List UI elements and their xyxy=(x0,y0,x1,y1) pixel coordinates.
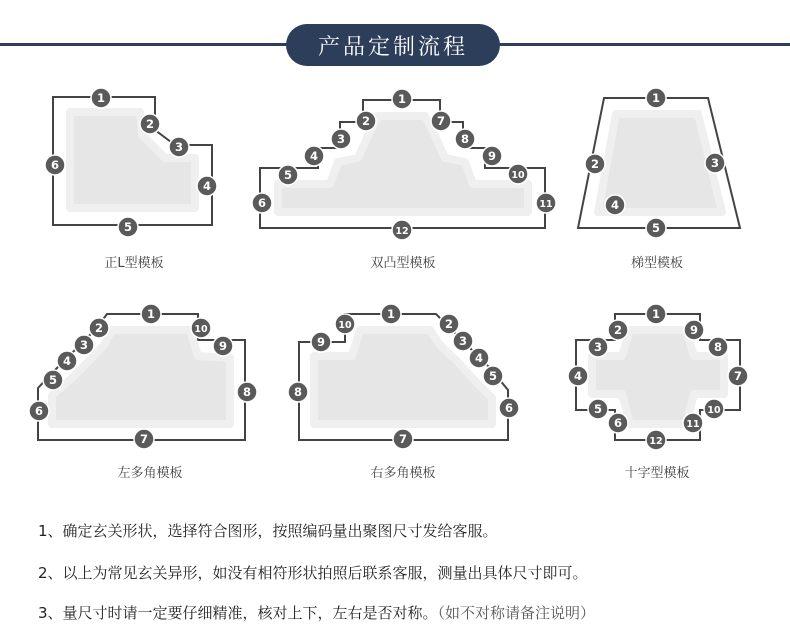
badge-number: 9 xyxy=(218,339,228,353)
badge-number: 6 xyxy=(613,416,623,430)
badge-number: 1 xyxy=(397,92,407,106)
note-1: 1、确定玄关形状，选择符合图形，按照编码量出聚图尺寸发给客服。 xyxy=(38,522,498,540)
number-badge xyxy=(118,217,138,237)
number-badge xyxy=(169,137,189,157)
number-badge xyxy=(335,314,355,334)
badge-number: 7 xyxy=(436,114,446,128)
caption-double-convex: 双凸型模板 xyxy=(370,256,436,271)
number-badge xyxy=(140,114,160,134)
badge-number: 5 xyxy=(651,221,661,235)
badge-number: 11 xyxy=(686,419,700,430)
number-badge xyxy=(508,164,528,184)
number-badge xyxy=(588,337,608,357)
badge-number: 1 xyxy=(96,91,106,105)
badge-number: 10 xyxy=(338,320,352,331)
number-badge xyxy=(482,146,502,166)
badge-number: 7 xyxy=(733,369,743,383)
number-badge xyxy=(705,153,725,173)
number-badge xyxy=(392,220,412,240)
badge-number: 6 xyxy=(504,401,514,415)
badge-number: 4 xyxy=(573,369,583,383)
number-badge xyxy=(728,366,748,386)
badge-number: 6 xyxy=(34,404,44,418)
badge-number: 5 xyxy=(48,373,58,387)
number-badge xyxy=(536,193,556,213)
shape-right-polygon xyxy=(288,304,519,449)
badge-number: 9 xyxy=(487,149,497,163)
number-badge xyxy=(89,318,109,338)
number-badge xyxy=(74,335,94,355)
number-badge xyxy=(331,129,351,149)
badge-number: 7 xyxy=(139,432,149,446)
badge-number: 5 xyxy=(123,220,133,234)
note-2: 2、以上为常见玄关异形，如没有相符形状拍照后联系客服，测量出具体尺寸即可。 xyxy=(38,564,588,582)
badge-number: 9 xyxy=(316,335,326,349)
number-badge xyxy=(356,111,376,131)
badge-number: 5 xyxy=(283,168,293,182)
shape-cross-shape xyxy=(568,304,748,450)
badge-number: 1 xyxy=(386,307,396,321)
number-badge xyxy=(585,154,605,174)
number-badge xyxy=(91,88,111,108)
number-badge xyxy=(453,331,473,351)
shape-double-convex xyxy=(252,89,556,240)
number-badge xyxy=(708,337,728,357)
shape-trapezoid xyxy=(578,88,740,238)
badge-number: 4 xyxy=(202,179,212,193)
number-badge xyxy=(43,370,63,390)
number-badge xyxy=(483,366,503,386)
badge-number: 11 xyxy=(539,199,553,210)
badge-number: 2 xyxy=(613,323,623,337)
badge-number: 10 xyxy=(707,405,721,416)
badge-number: 4 xyxy=(309,149,319,163)
number-badge xyxy=(568,366,588,386)
number-badge xyxy=(608,413,628,433)
shape-fill xyxy=(70,112,195,208)
number-badge xyxy=(252,193,272,213)
number-badge xyxy=(45,155,65,175)
badge-number: 3 xyxy=(336,132,346,146)
number-badge xyxy=(304,146,324,166)
badge-number: 4 xyxy=(474,351,484,365)
note-3 xyxy=(38,602,595,623)
badge-number: 3 xyxy=(710,156,720,170)
number-badge xyxy=(704,399,724,419)
number-badge xyxy=(311,332,331,352)
number-badge xyxy=(499,398,519,418)
caption-l-shape: 正L型模板 xyxy=(104,256,164,271)
badge-number: 8 xyxy=(242,385,252,399)
number-badge xyxy=(469,348,489,368)
page-title: 产品定制流程 xyxy=(286,24,500,66)
number-badge xyxy=(237,382,257,402)
note-3-remark: （如不对称请备注说明） xyxy=(437,604,596,622)
badge-number: 12 xyxy=(395,226,409,237)
badge-number: 4 xyxy=(62,354,72,368)
badge-number: 3 xyxy=(174,140,184,154)
badge-number: 2 xyxy=(444,317,454,331)
caption-trapezoid: 梯型模板 xyxy=(630,256,683,271)
number-badge xyxy=(288,382,308,402)
number-badge xyxy=(646,304,666,324)
badge-number: 1 xyxy=(651,307,661,321)
number-badge xyxy=(213,336,233,356)
badge-number: 5 xyxy=(488,369,498,383)
number-badge xyxy=(588,399,608,419)
number-badge xyxy=(646,88,666,108)
number-badge xyxy=(605,195,625,215)
badge-number: 3 xyxy=(79,338,89,352)
number-badge xyxy=(197,176,217,196)
badge-number: 3 xyxy=(593,340,603,354)
number-badge xyxy=(431,111,451,131)
number-badge xyxy=(646,218,666,238)
badge-number: 10 xyxy=(511,170,525,181)
number-badge xyxy=(29,401,49,421)
badge-number: 12 xyxy=(649,436,663,447)
note-3-text: 3、量尺寸时请一定要仔细精准，核对上下，左右是否对称。 xyxy=(38,604,438,622)
number-badge xyxy=(684,320,704,340)
badge-number: 8 xyxy=(293,385,303,399)
number-badge xyxy=(134,429,154,449)
number-badge xyxy=(646,430,666,450)
number-badge xyxy=(392,89,412,109)
badge-number: 6 xyxy=(257,196,267,210)
badge-number: 5 xyxy=(593,402,603,416)
badge-number: 1 xyxy=(146,307,156,321)
badge-number: 7 xyxy=(398,432,408,446)
badge-number: 2 xyxy=(590,157,600,171)
number-badge xyxy=(393,429,413,449)
number-badge xyxy=(141,304,161,324)
caption-cross-shape: 十字型模板 xyxy=(624,466,690,481)
badge-number: 10 xyxy=(194,324,208,335)
caption-right-polygon: 右多角模板 xyxy=(370,466,436,481)
number-badge xyxy=(455,129,475,149)
number-badge xyxy=(439,314,459,334)
caption-left-polygon: 左多角模板 xyxy=(117,466,183,481)
shape-l-shape xyxy=(45,88,217,237)
badge-number: 2 xyxy=(145,117,155,131)
badge-number: 8 xyxy=(460,132,470,146)
number-badge xyxy=(381,304,401,324)
number-badge xyxy=(683,413,703,433)
shape-left-polygon xyxy=(29,304,257,449)
badge-number: 3 xyxy=(458,334,468,348)
number-badge xyxy=(57,351,77,371)
badge-number: 2 xyxy=(361,114,371,128)
badge-number: 2 xyxy=(94,321,104,335)
badge-number: 8 xyxy=(713,340,723,354)
badge-number: 9 xyxy=(689,323,699,337)
number-badge xyxy=(608,320,628,340)
number-badge xyxy=(278,165,298,185)
badge-number: 6 xyxy=(50,158,60,172)
badge-number: 4 xyxy=(610,198,620,212)
number-badge xyxy=(191,318,211,338)
badge-number: 1 xyxy=(651,91,661,105)
